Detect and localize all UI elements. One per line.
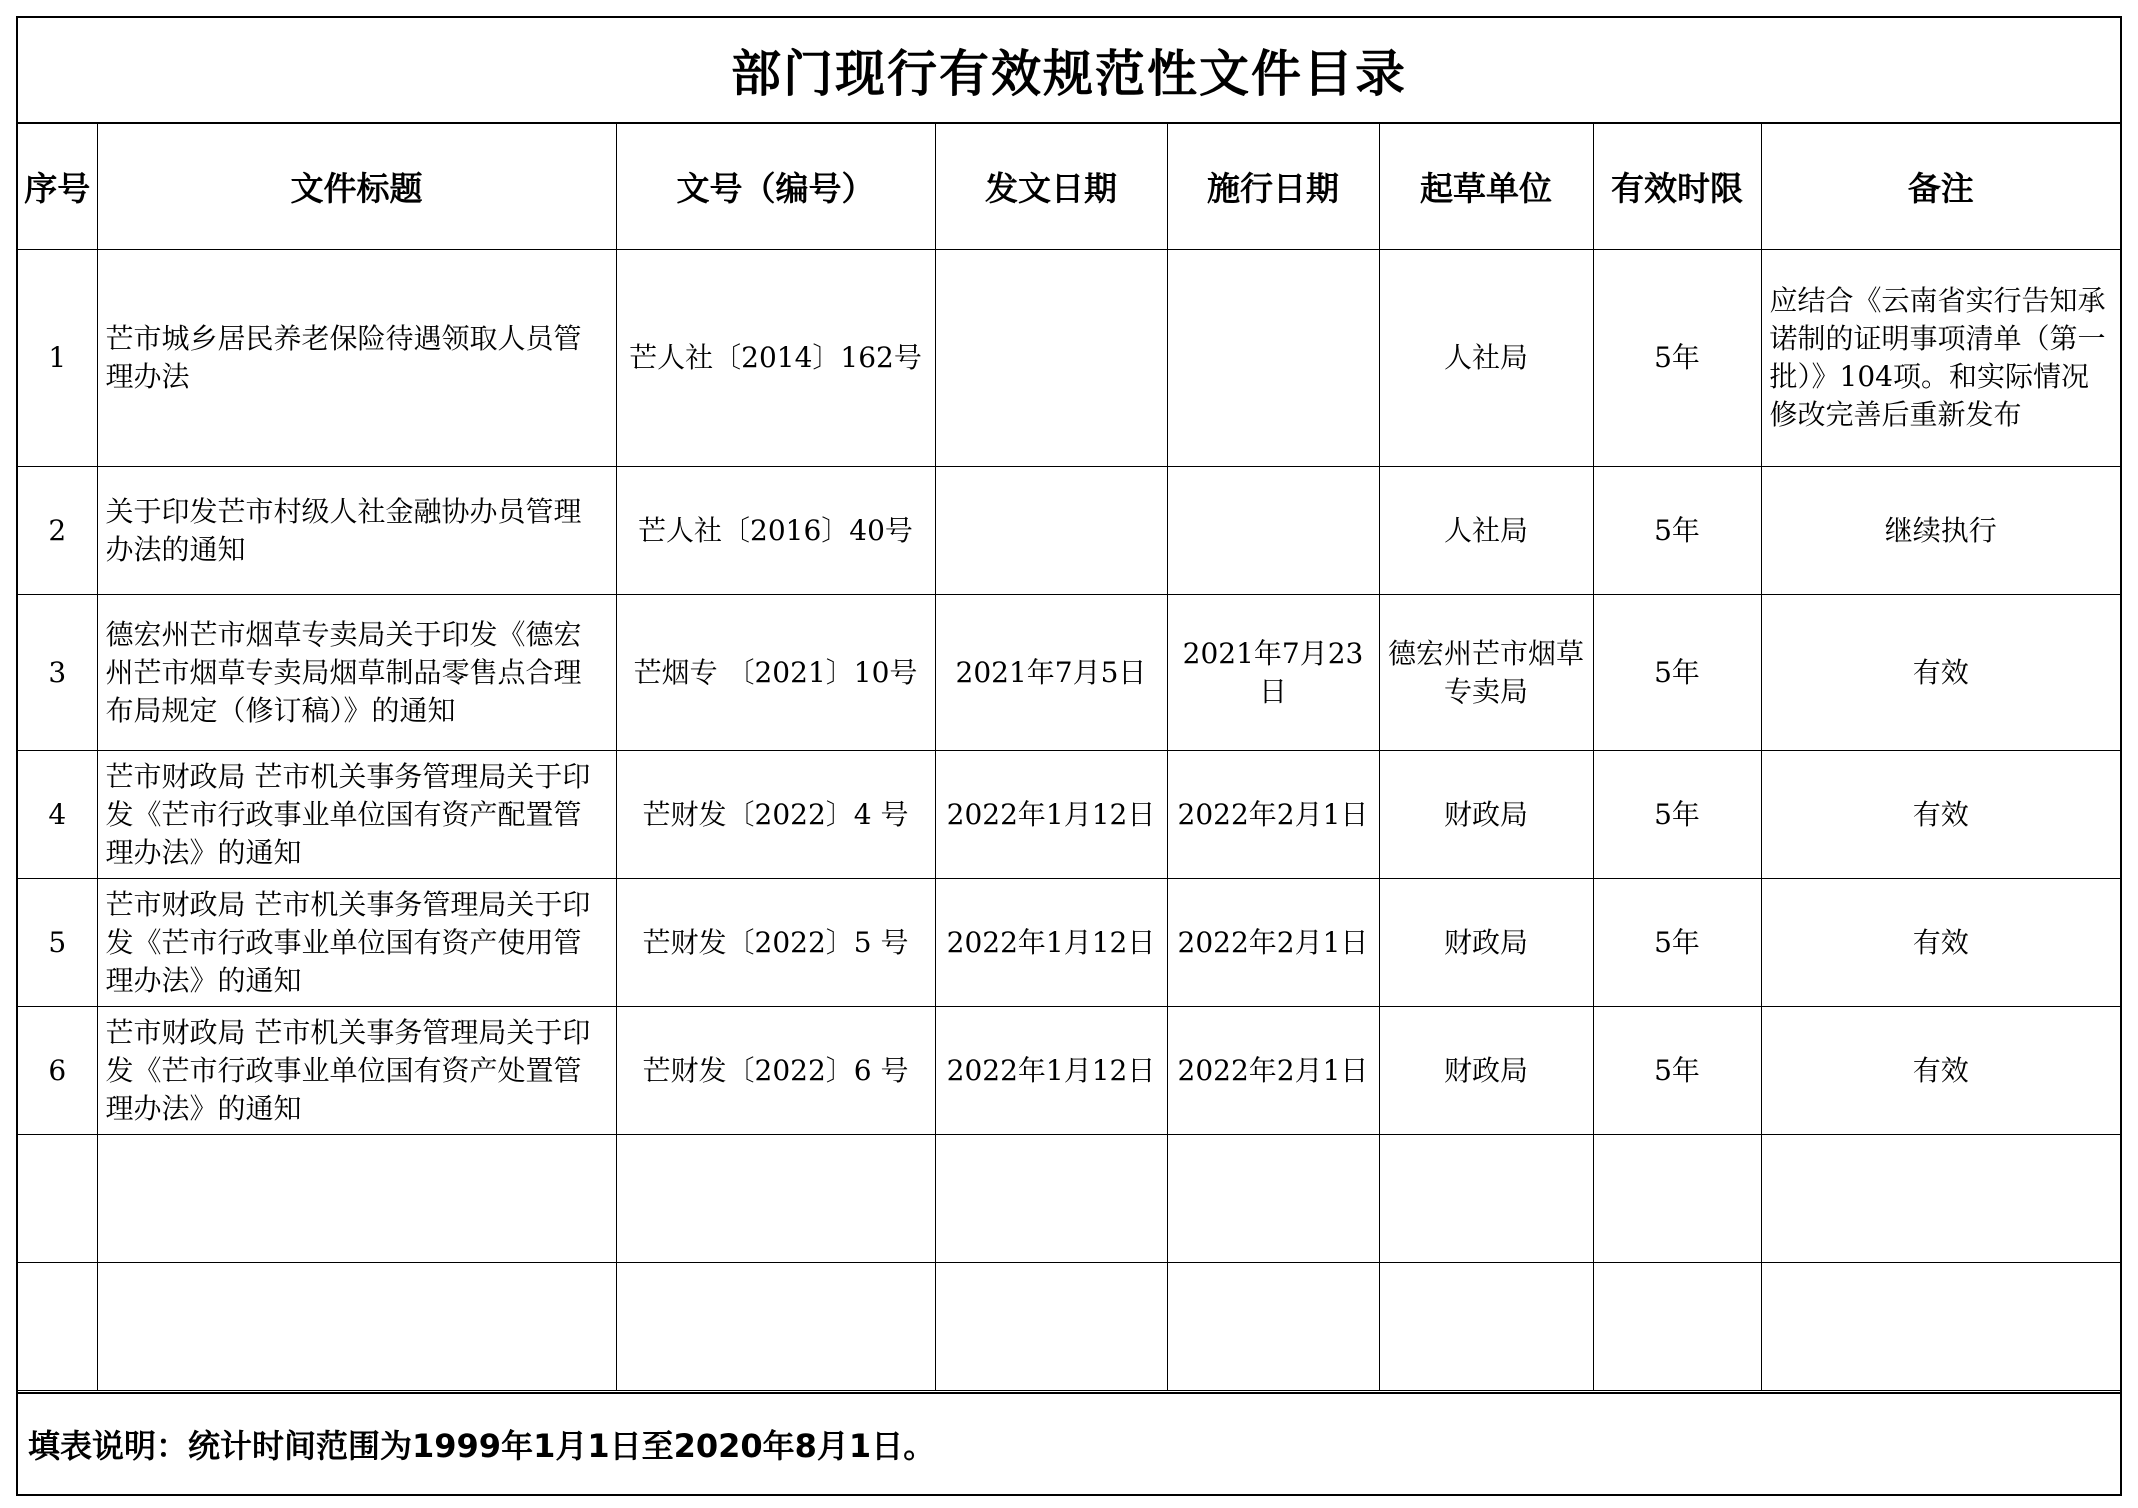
header-drafter: 起草单位 (1379, 123, 1593, 250)
cell-drafter: 财政局 (1379, 1007, 1593, 1135)
cell-validity: 5年 (1593, 751, 1761, 879)
table-row (18, 751, 2120, 879)
cell-remarks (1761, 1135, 2120, 1263)
cell-doc-no: 芒财发〔2022〕6 号 (616, 1007, 935, 1135)
header-remarks: 备注 (1761, 123, 2120, 250)
cell-drafter: 财政局 (1379, 879, 1593, 1007)
cell-drafter (1379, 1135, 1593, 1263)
cell-effective-date: 2022年2月1日 (1167, 1007, 1379, 1135)
cell-issue-date: 2021年7月5日 (935, 595, 1167, 751)
cell-doc-title: 芒市城乡居民养老保险待遇领取人员管理办法 (97, 250, 616, 467)
cell-effective-date: 2022年2月1日 (1167, 879, 1379, 1007)
cell-doc-no (616, 1135, 935, 1263)
cell-issue-date (935, 1263, 1167, 1391)
cell-issue-date (935, 467, 1167, 595)
table-row (18, 467, 2120, 595)
cell-validity: 5年 (1593, 879, 1761, 1007)
cell-seq: 2 (18, 467, 97, 595)
cell-drafter (1379, 1263, 1593, 1391)
cell-doc-no: 芒人社〔2016〕40号 (616, 467, 935, 595)
cell-seq (18, 1135, 97, 1263)
table-row (18, 879, 2120, 1007)
cell-validity: 5年 (1593, 467, 1761, 595)
cell-validity (1593, 1263, 1761, 1391)
cell-remarks: 有效 (1761, 595, 2120, 751)
table-row (18, 595, 2120, 751)
cell-issue-date: 2022年1月12日 (935, 751, 1167, 879)
cell-seq: 3 (18, 595, 97, 751)
cell-effective-date (1167, 1135, 1379, 1263)
cell-doc-title: 德宏州芒市烟草专卖局关于印发《德宏州芒市烟草专卖局烟草制品零售点合理布局规定（修订稿）》的通知 (97, 595, 616, 751)
cell-effective-date (1167, 250, 1379, 467)
cell-validity: 5年 (1593, 595, 1761, 751)
cell-seq: 4 (18, 751, 97, 879)
cell-remarks: 有效 (1761, 751, 2120, 879)
cell-doc-title: 关于印发芒市村级人社金融协办员管理办法的通知 (97, 467, 616, 595)
cell-doc-title: 芒市财政局 芒市机关事务管理局关于印发《芒市行政事业单位国有资产使用管理办法》的通知 (97, 879, 616, 1007)
cell-effective-date (1167, 467, 1379, 595)
cell-drafter: 德宏州芒市烟草专卖局 (1379, 595, 1593, 751)
cell-seq (18, 1263, 97, 1391)
cell-doc-title: 芒市财政局 芒市机关事务管理局关于印发《芒市行政事业单位国有资产配置管理办法》的通知 (97, 751, 616, 879)
cell-validity: 5年 (1593, 1007, 1761, 1135)
cell-effective-date: 2022年2月1日 (1167, 751, 1379, 879)
cell-doc-no: 芒财发〔2022〕5 号 (616, 879, 935, 1007)
cell-drafter: 人社局 (1379, 467, 1593, 595)
table-row (18, 250, 2120, 467)
cell-doc-no (616, 1263, 935, 1391)
cell-effective-date (1167, 1263, 1379, 1391)
cell-validity (1593, 1135, 1761, 1263)
cell-drafter: 人社局 (1379, 250, 1593, 467)
cell-drafter: 财政局 (1379, 751, 1593, 879)
document-table (18, 122, 2120, 1391)
page-title: 部门现行有效规范性文件目录 (18, 18, 2120, 124)
header-issue-date: 发文日期 (935, 123, 1167, 250)
cell-doc-title (97, 1263, 616, 1391)
cell-remarks: 应结合《云南省实行告知承诺制的证明事项清单（第一批）》104项。和实际情况修改完善后重新发布 (1761, 250, 2120, 467)
cell-remarks (1761, 1263, 2120, 1391)
cell-remarks: 有效 (1761, 879, 2120, 1007)
cell-issue-date (935, 250, 1167, 467)
cell-issue-date (935, 1135, 1167, 1263)
table-row (18, 1007, 2120, 1135)
cell-doc-title: 芒市财政局 芒市机关事务管理局关于印发《芒市行政事业单位国有资产处置管理办法》的通知 (97, 1007, 616, 1135)
document-frame (16, 16, 2122, 1496)
header-doc-no: 文号（编号） (616, 123, 935, 250)
cell-doc-no: 芒烟专 〔2021〕10号 (616, 595, 935, 751)
cell-issue-date: 2022年1月12日 (935, 1007, 1167, 1135)
header-seq: 序号 (18, 123, 97, 250)
header-effective-date: 施行日期 (1167, 123, 1379, 250)
cell-doc-no: 芒人社〔2014〕162号 (616, 250, 935, 467)
cell-effective-date: 2021年7月23日 (1167, 595, 1379, 751)
fill-instructions: 填表说明：统计时间范围为1999年1月1日至2020年8月1日。 (18, 1392, 2120, 1494)
header-row (18, 123, 2120, 250)
cell-doc-no: 芒财发〔2022〕4 号 (616, 751, 935, 879)
cell-remarks: 继续执行 (1761, 467, 2120, 595)
table-row-empty (18, 1135, 2120, 1263)
cell-remarks: 有效 (1761, 1007, 2120, 1135)
cell-validity: 5年 (1593, 250, 1761, 467)
cell-doc-title (97, 1135, 616, 1263)
cell-issue-date: 2022年1月12日 (935, 879, 1167, 1007)
cell-seq: 1 (18, 250, 97, 467)
header-validity: 有效时限 (1593, 123, 1761, 250)
header-doc-title: 文件标题 (97, 123, 616, 250)
cell-seq: 5 (18, 879, 97, 1007)
cell-seq: 6 (18, 1007, 97, 1135)
table-row-empty (18, 1263, 2120, 1391)
